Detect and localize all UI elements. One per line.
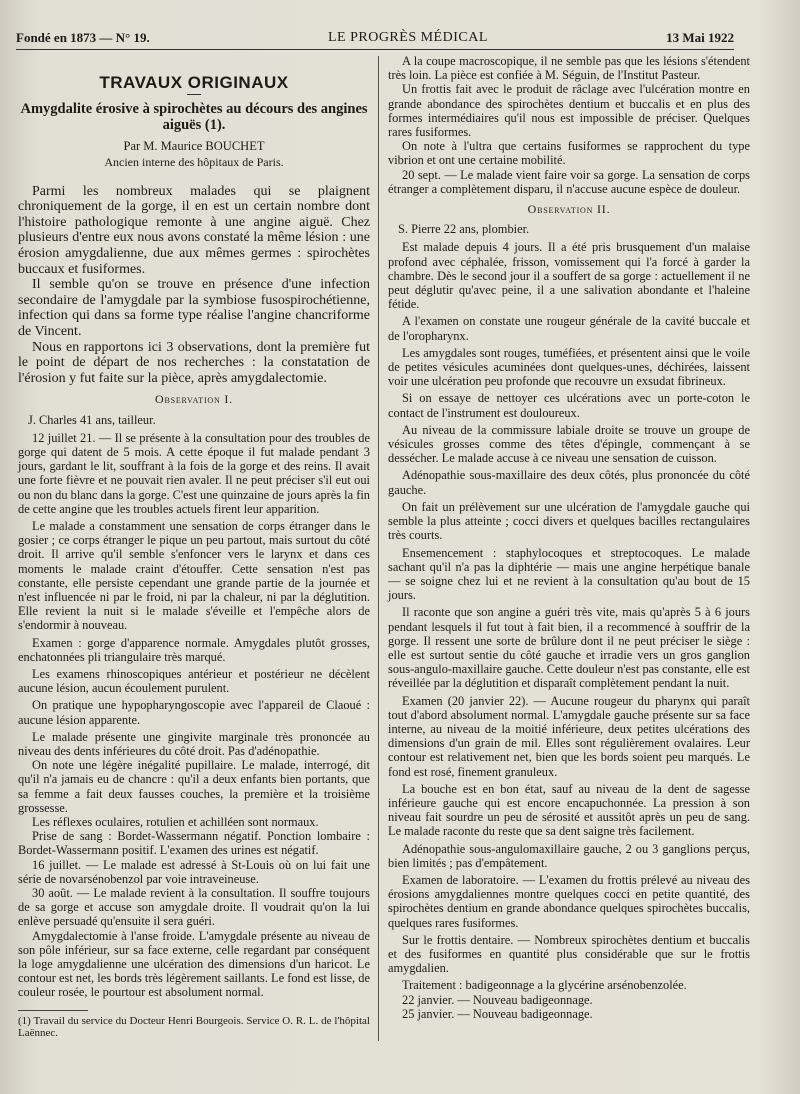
title-divider [187, 94, 201, 95]
body-paragraph: Un frottis fait avec le produit de râclage avec l'ulcération montre en grande abondance des spirochètes dentium et buccalis et en plus des formes intermédiaires qu'il nous est impossible de préciser. Quelques rares fusiformes. [388, 82, 750, 140]
body-paragraph: Il raconte que son angine a guéri très vite, mais qu'après 5 à 6 jours pendant lesquels il fut tout à fait bien, il a recommencé à souffrir de la gorge. Il ressent une sorte de brûlure dont il ne peut préciser le siège : elle est surtout sentie du côté gauche et irradie vers un gros ganglion sous-angulo-maxillaire gauche. Cette douleur n'est pas constante, elle est réveillée par la déglutition et disparaît complètement pendant la nuit. [388, 605, 750, 691]
case-line: S. Pierre 22 ans, plombier. [398, 222, 530, 237]
author-affiliation: Ancien interne des hôpitaux de Paris. [104, 155, 284, 170]
body-paragraph: Examen (20 janvier 22). — Aucune rougeur du pharynx qui paraît tout d'abord absolument normal. L'amygdale gauche présente sur sa face interne, au niveau de la moitié inférieure, deux petites ulcérations des dimensions d'un grain de mil. Elles sont régulièrement ovalaires. Leur contour est relativement net, bien que les bords soient peu marqués. Le fond est rosé, finement granuleux. [388, 693, 750, 779]
body-paragraph: La bouche est en bon état, sauf au niveau de la dent de sagesse inférieure gauche qui est encore encapuchonnée. La pression à son niveau fait sourdre un peu de sérosité et aussitôt après un peu de sang. Le malade raconte du reste que sa dent saigne très facilement. [388, 781, 750, 839]
body-paragraph: 20 sept. — Le malade vient faire voir sa gorge. La sensation de corps étranger a complètement disparu, il n'accuse aucune espèce de douleur. [388, 167, 750, 196]
intro-paragraph: Nous en rapportons ici 3 observations, dont la première fut le point de départ de nos recherches : la constatation de l'érosion y fut faite sur la pièce, après amygdalectomie. [18, 339, 370, 386]
body-paragraph: Les réflexes oculaires, rotulien et achilléen sont normaux. [32, 815, 319, 830]
body-paragraph: 30 août. — Le malade revient à la consultation. Il souffre toujours de sa gorge et accuse son amygdale droite. Il voudrait qu'on la lui enlève persuadé qu'ensuite il sera guéri. [18, 886, 370, 929]
body-paragraph: Amygdalectomie à l'anse froide. L'amygdale présente au niveau de son pôle inférieur, sur sa face externe, celle regardant par conséquent la loge amygdalienne une ulcération des dimensions d'un haricot. Le contour est net, les bords très légèrement saillants. Le fond est lisse, de couleur rosée, le pourtour est absolument normal. [18, 928, 370, 1000]
observation-heading: Observation I. [155, 392, 233, 407]
body-paragraph: Est malade depuis 4 jours. Il a été pris brusquement d'un malaise profond avec céphalée, frisson, vomissement qui l'a forcé à garder la chambre. Dès le second jour il a souffert de sa gorge : actuellement il ne peut déglutir qu'avec peine, il a une salivation abondante et l'haleine fétide. [388, 240, 750, 312]
footnote-divider [18, 1010, 88, 1011]
article-title: Amygdalite érosive à spirochètes au décours des angines aiguës (1). [20, 101, 368, 134]
column-divider [378, 56, 379, 1041]
body-paragraph: On note une légère inégalité pupillaire. Le malade, interrogé, dit qu'il n'a jamais eu de chancre : qu'il a deux enfants bien portants, que sa femme a fait deux fausses couches, la première et la troisième grossesse. [18, 758, 370, 815]
body-paragraph: Les examens rhinoscopiques antérieur et postérieur ne décèlent aucune lésion, aucun écoulement purulent. [18, 666, 370, 696]
intro-paragraph: Il semble qu'on se trouve en présence d'une infection secondaire de l'amygdale par la symbiose fusospirochétienne, infection qui dans sa forme type réalise l'angine chancriforme de Vincent. [18, 277, 370, 339]
body-paragraph: Examen de laboratoire. — L'examen du frottis prélevé au niveau des érosions amygdaliennes montre quelques cocci en petite quantité, des spirochètes dentium en grande abondance quelques spirochètes buccalis, quelques rares fusiformes. [388, 872, 750, 930]
body-paragraph: Si on essaye de nettoyer ces ulcérations avec un porte-coton le contact de l'instrument est douloureux. [388, 391, 750, 420]
section-title: TRAVAUX ORIGINAUX [99, 73, 289, 92]
body-paragraph: 16 juillet. — Le malade est adressé à St-Louis où on lui fait une série de novarsénobenzol par voie intraveineuse. [18, 857, 370, 886]
body-paragraph: Les amygdales sont rouges, tuméfiées, et présentent ainsi que le voile de petites vésicules acuminées dont quelques-unes, déchirées, laissent voir une ulcération peu profonde que recouvre un exsudat fibrineux. [388, 345, 750, 389]
body-paragraph: 12 juillet 21. — Il se présente à la consultation pour des troubles de gorge qui datent de 5 mois. A cette époque il fut malade pendant 3 jours, gardant le lit, souffrant à la fois de la gorge et des reins. Il avait une forte fièvre et ne pouvait rien avaler. Il ne peut préciser s'il eut oui ou non du blanc dans la gorge. C'est une quinzaine de jours après la fin de cette angine que les troubles actuels firent leur apparition. [18, 430, 370, 516]
body-paragraph: 25 janvier. — Nouveau badigeonnage. [402, 1006, 593, 1021]
body-paragraph: Sur le frottis dentaire. — Nombreux spirochètes dentium et buccalis et des fusiformes en quantité plus considérable que sur le frottis amygdalien. [388, 932, 750, 976]
body-paragraph: A la coupe macroscopique, il ne semble pas que les lésions s'étendent très loin. La pièce est confiée à M. Séguin, de l'Institut Pasteur. [388, 54, 750, 83]
body-paragraph: Au niveau de la commissure labiale droite se trouve un groupe de vésicules grosses comme des têtes d'épingle, commençant à se dessécher. Le malade accuse à ce niveau une sensation de cuisson. [388, 422, 750, 466]
left-column [18, 54, 370, 1040]
masthead-issue: Fondé en 1873 — N° 19. [16, 30, 150, 45]
observation-heading: Observation II. [527, 202, 611, 217]
author-line: Par M. Maurice BOUCHET [123, 139, 265, 154]
body-paragraph: Le malade a constamment une sensation de corps étranger dans le gosier ; ce corps étranger le pique un peu partout, mais surtout du côté droit. Il arrive qu'il semble s'enfoncer vers le larynx et dans ces moments le malade craint d'étouffer. Cette sensation n'est pas constante, elle persiste cependant une grande partie de la journée et n'est influencée ni par le froid, ni par la chaleur, ni par la déglutition. Elle revient la nuit si le malade s'éveille et l'empêche alors de s'endormir à nouveau. [18, 518, 370, 633]
body-paragraph: A l'examen on constate une rougeur générale de la cavité buccale et de l'oropharynx. [388, 314, 750, 343]
body-paragraph: Examen : gorge d'apparence normale. Amygdales plutôt grosses, enchatonnées pli triangulaire très marqué. [18, 635, 370, 664]
body-paragraph: Le malade présente une gingivite marginale très prononcée au niveau des dents inférieures du côté droit. Pas d'adénopathie. [18, 729, 370, 758]
body-paragraph: Traitement : badigeonnage a la glycérine arsénobenzolée. [402, 978, 687, 993]
body-paragraph: Adénopathie sous-maxillaire des deux côtés, plus prononcée du côté gauche. [388, 468, 750, 497]
footnote: (1) Travail du service du Docteur Henri Bourgeois. Service O. R. L. de l'hôpital Laënnec. [18, 1014, 370, 1040]
body-paragraph: On note à l'ultra que certains fusiformes se rapprochent du type vibrion et ont une certaine mobilité. [388, 139, 750, 168]
masthead-journal-title: LE PROGRÈS MÉDICAL [327, 30, 488, 45]
body-paragraph: 22 janvier. — Nouveau badigeonnage. [402, 992, 593, 1007]
right-column [388, 54, 750, 1021]
masthead [16, 26, 734, 50]
case-line: J. Charles 41 ans, tailleur. [28, 412, 156, 427]
body-paragraph: Ensemencement : staphylocoques et streptocoques. Le malade sachant qu'il n'a pas la diphtérie — mais une angine herpétique banale — se soigne chez lui et ne revient à la consultation qu'au bout de 15 jours. [388, 545, 750, 603]
intro-paragraph: Parmi les nombreux malades qui se plaignent chroniquement de la gorge, il en est un certain nombre dont l'histoire pathologique remonte à une angine aiguë. Chez plusieurs d'entre eux nous avons constaté la même lésion : une érosion amygdalienne, due aux mêmes germes : spirochètes buccaux et fusiformes. [18, 183, 370, 277]
body-paragraph: Adénopathie sous-angulomaxillaire gauche, 2 ou 3 ganglions perçus, bien limités ; pas d'empâtement. [388, 841, 750, 870]
body-paragraph: On fait un prélèvement sur une ulcération de l'amygdale gauche qui semble la plus atteinte ; cocci divers et quelques bacilles rectangulaires très courts. [388, 499, 750, 543]
body-paragraph: Prise de sang : Bordet-Wassermann négatif. Ponction lombaire : Bordet-Wassermann positif. L'examen des urines est négatif. [18, 829, 370, 858]
masthead-date: 13 Mai 1922 [666, 30, 734, 45]
body-paragraph: On pratique une hypopharyngoscopie avec l'appareil de Claoué : aucune lésion apparente. [18, 698, 370, 727]
